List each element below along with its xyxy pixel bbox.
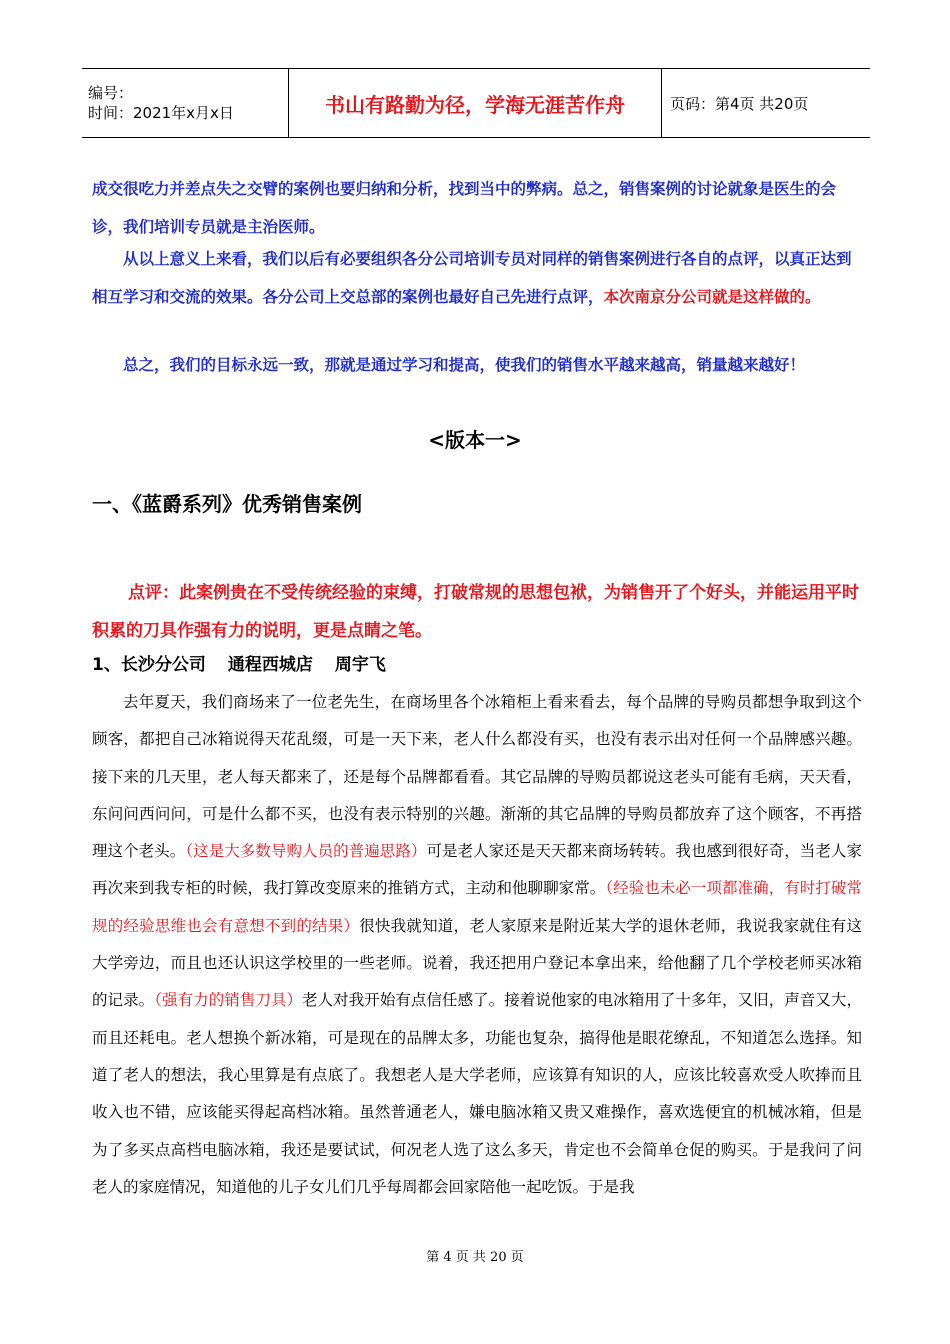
- page-footer: 第 4 页 共 20 页: [426, 1250, 524, 1265]
- header-motto: [288, 69, 662, 137]
- case-store: 通程西城店: [227, 655, 313, 675]
- section-title: 一、《蓝爵系列》优秀销售案例: [92, 492, 362, 516]
- body-text-1: 去年夏天，我们商场来了一位老先生，在商场里各个冰箱柜上看来看去，每个品牌的导购员都想争取到这个顾客，都把自己冰箱说得天花乱缀，可是一天下来，老人什么都没有买，也没有表示出对任何一个品牌感兴趣。接下来的几天里，老人每天都来了，还是每个品牌都看看。其它品牌的导购员都说这老头可能有毛病，天天看，东问问西问问，可是什么都不买，也没有表示特别的兴趣。渐渐的其它品牌的导购员都放弃了这个顾客，不再搭理这个老头。: [92, 693, 862, 861]
- body-note-1: （这是大多数导购人员的普遍思路）: [185, 842, 427, 861]
- intro-paragraph-1: 成交很吃力并差点失之交臂的案例也要归纳和分析，找到当中的弊病。总之，销售案例的讨论就象是医生的会诊，我们培训专员就是主治医师。: [92, 180, 837, 236]
- document-header: [82, 68, 870, 138]
- case-body: [92, 684, 862, 1206]
- body-text-3: 很快我就知道，老人家原来是附近某大学的退休老师，我说我家就住有这大学旁边，而且也还认识这学校里的一些老师。说着，我还把用户登记本拿出来，给他翻了几个学校老师买冰箱的记录。: [92, 916, 862, 1010]
- intro-paragraph-3: 总之，我们的目标永远一致，那就是通过学习和提高，使我们的销售水平越来越高，销量越来越好！: [123, 356, 806, 374]
- case-number: 1、长沙分公司: [92, 655, 206, 675]
- intro-p2-red: 本次南京分公司就是这样做的。: [603, 288, 821, 306]
- page-code-text: 页码：第4页 共20页: [670, 94, 809, 113]
- header-page-code: [662, 69, 870, 137]
- body-text-4: 老人对我开始有点信任感了。接着说他家的电冰箱用了十多年，又旧，声音又大，而且还耗电。老人想换个新冰箱，可是现在的品牌太多，功能也复杂，搞得他是眼花缭乱，不知道怎么选择。知道了老人的想法，我心里算是有点底了。我想老人是大学老师，应该算有知识的人，应该比较喜欢受人吹捧而且收入也不错，应该能买得起高档冰箱。虽然普通老人，嫌电脑冰箱又贵又难操作，喜欢选便宜的机械冰箱，但是为了多买点高档电脑冰箱，我还是要试试，何况老人选了这么多天，肯定也不会简单仓促的购买。于是我问了问老人的家庭情况，知道他的儿子女儿们几乎每周都会回家陪他一起吃饭。于是我: [92, 991, 862, 1196]
- review-comment: 点评：此案例贵在不受传统经验的束缚，打破常规的思想包袱，为销售开了个好头，并能运用平时积累的刀具作强有力的说明，更是点睛之笔。: [92, 583, 859, 641]
- case-heading: [92, 650, 408, 675]
- header-meta: [82, 69, 288, 137]
- version-title: <版本一>: [428, 428, 522, 452]
- motto-text: 书山有路勤为径，学海无涯苦作舟: [325, 92, 625, 117]
- body-note-2: （经验也未必一项都准确，有时打破常规的经验思维也会有意想不到的结果）: [92, 879, 862, 935]
- intro-p2-blue: 从以上意义上来看，我们以后有必要组织各分公司培训专员对同样的销售案例进行各自的点评，以真正达到相互学习和交流的效果。各分公司上交总部的案例也最好自己先进行点评，: [92, 250, 852, 306]
- number-label: 编号：: [88, 84, 134, 102]
- case-person: 周宇飞: [334, 655, 386, 675]
- time-label: 时间：2021年x月x日: [88, 104, 234, 122]
- intro-paragraph-2: [92, 240, 862, 316]
- body-text-2: 可是老人家还是天天都来商场转转。我也感到很好奇，当老人家再次来到我专柜的时候，我打算改变原来的推销方式，主动和他聊聊家常。: [92, 842, 862, 898]
- body-note-3: （强有力的销售刀具）: [154, 991, 303, 1010]
